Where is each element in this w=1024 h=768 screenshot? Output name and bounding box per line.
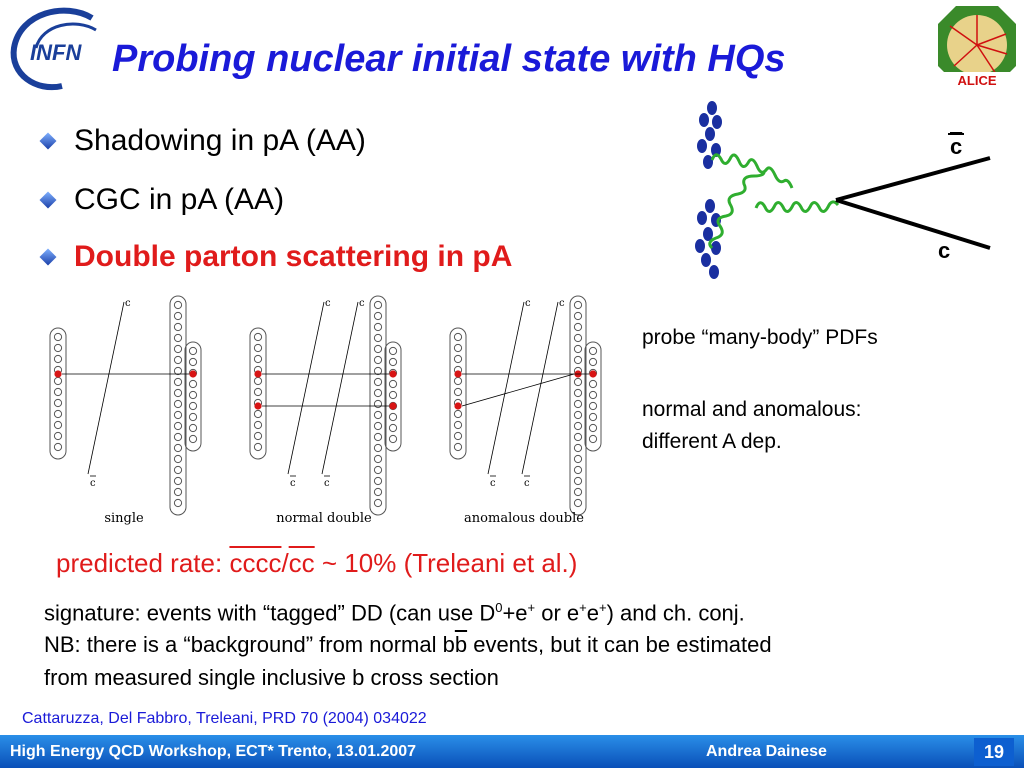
nucleon — [374, 367, 381, 374]
nucleon — [454, 333, 461, 340]
nucleon — [174, 499, 181, 506]
bullet-text: Shadowing in pA (AA) — [74, 124, 366, 157]
nucleon — [574, 444, 581, 451]
nucleon — [174, 422, 181, 429]
nucleon — [589, 435, 596, 442]
rate-numerator: cccc — [229, 548, 282, 578]
nucleon — [189, 413, 196, 420]
nucleon — [54, 333, 61, 340]
signature-line: signature: events with “tagged” DD (can use $D^0+e^+$ or e+e+) and ch. conj. — [44, 600, 745, 626]
quark-line-bottom — [836, 200, 990, 248]
nucleon — [254, 355, 261, 362]
diagram-caption: single — [104, 511, 144, 526]
dps-diagram — [50, 296, 201, 526]
diagram-caption: normal double — [276, 511, 372, 526]
nucleon — [574, 334, 581, 341]
nucleon — [574, 323, 581, 330]
nucleus-outline — [170, 296, 186, 515]
nucleon — [389, 435, 396, 442]
nucleon — [454, 432, 461, 439]
nucleon — [574, 345, 581, 352]
nucleon — [374, 488, 381, 495]
nucleon — [454, 377, 461, 384]
nucleon — [174, 433, 181, 440]
nucleon — [454, 344, 461, 351]
rate-suffix: ~ 10% (Treleani et al.) — [314, 548, 578, 578]
nucleon — [54, 355, 61, 362]
rate-prefix: predicted rate: — [56, 548, 230, 578]
page-number: 19 — [974, 738, 1014, 766]
alice-logo — [936, 4, 1018, 90]
footer-author: Andrea Dainese — [706, 743, 827, 760]
nucleon — [254, 333, 261, 340]
nucleon — [389, 347, 396, 354]
infn-logo-text: INFN — [30, 40, 82, 65]
quark-line — [322, 302, 358, 474]
nucleon — [574, 477, 581, 484]
gluon-line-bottom — [710, 172, 764, 248]
nucleon — [454, 410, 461, 417]
nucleon — [374, 356, 381, 363]
nucleon — [374, 477, 381, 484]
quark-label: c — [325, 298, 331, 309]
feynman-diagram — [690, 98, 1010, 284]
nucleon — [254, 410, 261, 417]
nucleon — [374, 422, 381, 429]
nucleon — [174, 400, 181, 407]
nucleon — [574, 389, 581, 396]
slide-title: Probing nuclear initial state with HQs — [112, 38, 786, 80]
nucleon — [189, 347, 196, 354]
nucleon — [174, 455, 181, 462]
bullet-text: Double parton scattering in pA — [74, 240, 513, 273]
footer-event: High Energy QCD Workshop, ECT* Trento, 13.01.2007 — [10, 743, 417, 760]
nucleon — [389, 358, 396, 365]
side-note: different A dep. — [642, 430, 782, 453]
parton-dot — [189, 370, 196, 377]
diamond-bullet-icon — [40, 133, 57, 150]
parton-dot — [454, 402, 461, 409]
parton-dot — [389, 370, 396, 377]
nucleon — [54, 443, 61, 450]
quark-label: c — [125, 298, 131, 309]
nucleon — [574, 466, 581, 473]
quark-label: c — [525, 298, 531, 309]
nucleon — [54, 388, 61, 395]
bullet-item-highlight — [38, 240, 512, 274]
nucleon — [389, 391, 396, 398]
diamond-bullet-icon — [40, 192, 57, 209]
nucleon — [574, 312, 581, 319]
quark-line — [88, 302, 124, 474]
reference-citation: Cattaruzza, Del Fabbro, Treleani, PRD 70 (2004) 034022 — [22, 710, 427, 727]
nucleon — [574, 400, 581, 407]
nucleon — [189, 435, 196, 442]
nucleon — [374, 312, 381, 319]
nucleon — [374, 466, 381, 473]
nucleon — [374, 323, 381, 330]
rate-slash: / — [281, 548, 289, 578]
nucleon — [574, 433, 581, 440]
parton-dot — [589, 370, 596, 377]
quark-line-top — [836, 158, 990, 200]
nucleon — [174, 477, 181, 484]
quark-line — [288, 302, 324, 474]
nucleon — [374, 378, 381, 385]
nucleon — [254, 388, 261, 395]
nucleon — [174, 312, 181, 319]
nucleon — [374, 455, 381, 462]
bullet-item — [38, 124, 366, 158]
nucleon — [589, 380, 596, 387]
nucleon — [374, 411, 381, 418]
nucleon — [454, 443, 461, 450]
gluon-line-horizontal — [756, 202, 838, 212]
diagram-caption: anomalous double — [464, 511, 584, 526]
nucleon — [189, 380, 196, 387]
nucleon — [54, 399, 61, 406]
nucleon — [454, 355, 461, 362]
nucleon — [374, 400, 381, 407]
rate-denominator: $\overline{cc}$ — [288, 548, 315, 578]
nucleon — [174, 345, 181, 352]
nucleon — [174, 301, 181, 308]
nucleon — [54, 421, 61, 428]
quark-label: c — [90, 478, 96, 489]
quark-label: c — [524, 478, 530, 489]
nb-line: NB: there is a “background” from normal $b\overline{b}$ events, but it can be estimated — [44, 632, 772, 657]
nucleon — [574, 411, 581, 418]
nucleon — [574, 378, 581, 385]
nucleon-cluster-top — [697, 101, 722, 169]
nucleon — [254, 377, 261, 384]
nucleon — [174, 389, 181, 396]
nb-line-continued: from measured single inclusive b cross section — [44, 665, 499, 690]
nucleon — [589, 402, 596, 409]
predicted-rate — [56, 548, 577, 579]
nucleon — [454, 421, 461, 428]
quark-line — [488, 302, 524, 474]
nucleon — [54, 377, 61, 384]
nucleon — [54, 410, 61, 417]
nucleon — [54, 432, 61, 439]
parton-dot — [254, 370, 261, 377]
quark-label: c — [559, 298, 565, 309]
gluon-line-top — [712, 155, 792, 188]
quark-label: c — [490, 478, 496, 489]
nucleon — [389, 424, 396, 431]
quark-label-bottom: c — [938, 238, 951, 263]
quark-label-top: c — [950, 134, 963, 159]
nucleon — [389, 413, 396, 420]
nucleus-outline — [370, 296, 386, 515]
nucleon — [174, 356, 181, 363]
parton-dot — [389, 402, 396, 409]
nucleus-outline — [570, 296, 586, 515]
dps-diagram — [250, 296, 401, 526]
diamond-bullet-icon — [40, 249, 57, 266]
nucleon — [174, 488, 181, 495]
parton-dot — [454, 370, 461, 377]
nucleon — [189, 358, 196, 365]
nucleon — [574, 356, 581, 363]
quark-label: c — [324, 478, 330, 489]
infn-logo — [6, 4, 106, 94]
nucleon — [174, 444, 181, 451]
nucleon — [374, 389, 381, 396]
nucleon — [374, 444, 381, 451]
nucleon — [254, 421, 261, 428]
nucleon — [574, 488, 581, 495]
nucleon — [574, 455, 581, 462]
parton-dot — [54, 370, 61, 377]
bullet-item — [38, 183, 284, 217]
dps-diagram — [450, 296, 601, 526]
nucleon — [254, 443, 261, 450]
nucleon — [254, 344, 261, 351]
dps-diagrams — [40, 292, 620, 532]
nucleon — [189, 402, 196, 409]
nucleon — [189, 391, 196, 398]
nucleon — [54, 344, 61, 351]
parton-line — [462, 374, 574, 406]
nucleon — [374, 499, 381, 506]
nucleon — [174, 334, 181, 341]
nucleon — [589, 424, 596, 431]
nucleon — [374, 301, 381, 308]
nucleon — [374, 334, 381, 341]
nucleon — [574, 422, 581, 429]
bullet-text: CGC in pA (AA) — [74, 183, 285, 216]
nucleon — [174, 411, 181, 418]
nucleon — [389, 380, 396, 387]
side-note: probe “many-body” PDFs — [642, 326, 878, 349]
nucleon — [454, 388, 461, 395]
nucleon — [589, 358, 596, 365]
alice-logo-text: ALICE — [957, 73, 997, 88]
nucleon — [254, 432, 261, 439]
nucleon — [589, 391, 596, 398]
nucleon — [174, 323, 181, 330]
parton-dot — [254, 402, 261, 409]
nucleon — [574, 499, 581, 506]
quark-label: c — [290, 478, 296, 489]
nucleon — [574, 301, 581, 308]
nucleon — [189, 424, 196, 431]
nucleon — [174, 378, 181, 385]
nucleon — [374, 345, 381, 352]
quark-line — [522, 302, 558, 474]
nucleon — [589, 347, 596, 354]
quark-label: c — [359, 298, 365, 309]
nucleon — [374, 433, 381, 440]
side-note: normal and anomalous: — [642, 398, 862, 421]
nucleon — [174, 466, 181, 473]
nucleon — [174, 367, 181, 374]
footer-bar — [0, 735, 1024, 768]
nucleon — [589, 413, 596, 420]
